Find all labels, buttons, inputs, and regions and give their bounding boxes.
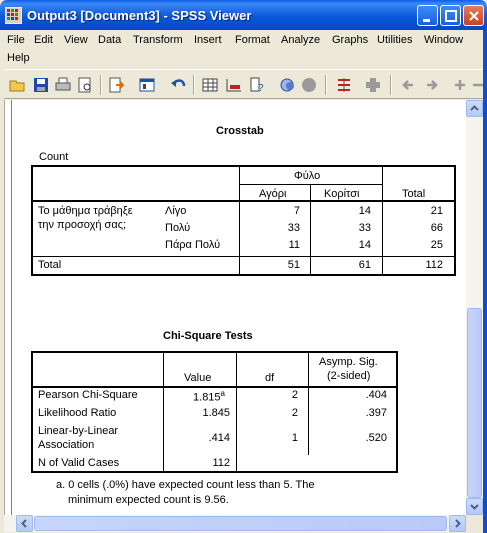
save-icon[interactable]	[32, 76, 50, 94]
col-header: (2-sided)	[327, 370, 371, 382]
menu-edit[interactable]: Edit	[34, 34, 53, 46]
scroll-left-button[interactable]	[16, 515, 33, 532]
row-category-label: Πάρα Πολύ	[165, 239, 221, 251]
table-rule	[33, 256, 455, 257]
table-cell: .404	[365, 389, 387, 401]
close-button[interactable]	[463, 5, 484, 26]
table-border	[31, 351, 33, 473]
table-rule	[239, 166, 240, 275]
table-cell: 2	[291, 407, 298, 419]
row-category-label: Λίγο	[165, 205, 187, 217]
spss-app-icon	[5, 7, 22, 24]
toolbar-separator	[193, 75, 195, 95]
table-cell: 25	[430, 239, 443, 251]
table-border	[31, 351, 398, 353]
scroll-right-button[interactable]	[449, 515, 466, 532]
open-folder-icon[interactable]	[9, 76, 27, 94]
toolbar-separator	[100, 75, 102, 95]
toolbar	[0, 69, 487, 99]
svg-text:?: ?	[258, 83, 264, 94]
maximize-button[interactable]	[440, 5, 461, 26]
table-cell: 21	[430, 205, 443, 217]
table-cell: 51	[287, 259, 300, 271]
table-cell: 112	[212, 457, 230, 469]
table-rule	[382, 166, 383, 201]
table-cell: 7	[293, 205, 300, 217]
row-label: N of Valid Cases	[38, 457, 120, 469]
table-cell: 1.845	[202, 407, 230, 419]
table-cell: .397	[365, 407, 387, 419]
row-label: Linear-by-Linear	[38, 425, 119, 437]
table-cell: 33	[358, 222, 371, 234]
arrow-right-icon[interactable]	[423, 76, 441, 94]
menu-format[interactable]: Format	[235, 34, 270, 46]
table-rule	[310, 184, 311, 275]
table-border	[31, 471, 398, 473]
vertical-scrollbar[interactable]	[466, 100, 483, 515]
row-label: Pearson Chi-Square	[38, 389, 138, 401]
row-label: Association	[38, 439, 95, 451]
table-cell: 112	[425, 259, 443, 271]
chevron-down-icon	[467, 499, 482, 514]
menu-file[interactable]: File	[7, 34, 25, 46]
table-rule	[382, 201, 383, 275]
menu-analyze[interactable]: Analyze	[281, 34, 321, 46]
designate-window-icon[interactable]	[335, 76, 353, 94]
table-rule	[236, 352, 237, 472]
chevron-left-icon	[17, 516, 32, 531]
print-preview-icon[interactable]	[76, 76, 94, 94]
scrollbar-corner	[466, 515, 483, 532]
menu-bar	[0, 30, 487, 68]
chevron-right-icon	[450, 516, 465, 531]
menu-transform[interactable]: Transform	[133, 34, 183, 46]
table-cell: 1.815$^a$	[193, 389, 225, 404]
col-header: Asymp. Sig.	[319, 356, 378, 368]
row-variable-label: Το μάθημα τράβηξε	[38, 205, 133, 217]
table-cell: 14	[358, 205, 371, 217]
col-header: Value	[184, 372, 212, 384]
menu-data[interactable]: Data	[98, 34, 122, 46]
window-title: Output3 [Document3] - SPSS Viewer	[27, 8, 252, 23]
table-cell: 2	[291, 389, 298, 401]
variables-icon[interactable]	[248, 76, 266, 94]
table-rule	[308, 352, 309, 455]
table-rule	[163, 352, 164, 472]
table-cell: 66	[430, 222, 443, 234]
export-icon[interactable]	[107, 76, 125, 94]
toolbar-separator	[325, 75, 327, 95]
window-frame-right	[483, 30, 487, 533]
undo-icon[interactable]	[170, 76, 188, 94]
table-cell: 61	[358, 259, 371, 271]
plus-icon[interactable]	[451, 76, 469, 94]
row-variable-label: την προσοχή σας;	[38, 219, 127, 231]
table-rule	[31, 200, 456, 202]
table-cell: 14	[358, 239, 371, 251]
title-bar[interactable]	[0, 0, 487, 30]
chi-square-title: Chi-Square Tests	[163, 330, 253, 342]
row-label: Likelihood Ratio	[38, 407, 117, 419]
scroll-down-button[interactable]	[466, 498, 483, 515]
table-rule	[239, 184, 382, 185]
arrow-left-icon[interactable]	[400, 76, 418, 94]
col-header: Total	[402, 188, 426, 200]
dialog-recall-icon[interactable]	[138, 76, 156, 94]
menu-utilities[interactable]: Utilities	[377, 34, 413, 46]
print-icon[interactable]	[54, 76, 72, 94]
crosstab-title: Crosstab	[216, 125, 264, 137]
col-group-header: Φύλο	[294, 170, 321, 182]
table-border	[31, 274, 456, 276]
row-total-label: Total	[38, 259, 62, 271]
add-disabled-icon[interactable]	[364, 76, 382, 94]
table-border	[31, 165, 33, 276]
table-cell: 1	[291, 432, 298, 444]
table-border	[396, 351, 398, 473]
table-border	[454, 165, 456, 276]
row-category-label: Πολύ	[165, 222, 191, 234]
chevron-up-icon	[467, 101, 482, 116]
table-cell: .414	[208, 432, 230, 444]
footnote: minimum expected count is 9.56.	[68, 494, 229, 506]
table-cell: 11	[288, 239, 300, 251]
goto-case-icon[interactable]	[225, 76, 243, 94]
menu-window[interactable]: Window	[424, 34, 464, 46]
table-cell: 33	[287, 222, 300, 234]
scroll-up-button[interactable]	[466, 100, 483, 117]
menu-view[interactable]: View	[64, 34, 88, 46]
sphere-icon[interactable]	[300, 76, 318, 94]
menu-insert[interactable]: Insert	[194, 34, 222, 46]
crosstab-statistic-label: Count	[39, 151, 69, 163]
toolbar-separator	[390, 75, 392, 95]
table-rule	[31, 386, 398, 388]
table-cell: .520	[365, 432, 387, 444]
horizontal-scroll-thumb[interactable]	[34, 516, 447, 531]
chart-toggle-icon[interactable]	[279, 76, 297, 94]
vertical-scroll-thumb[interactable]	[467, 308, 482, 498]
horizontal-scrollbar[interactable]	[4, 515, 466, 532]
col-header: Κορίτσι	[324, 188, 360, 200]
footnote-marker: a	[220, 389, 225, 398]
goto-data-icon[interactable]	[201, 76, 219, 94]
minimize-button[interactable]	[417, 5, 438, 26]
menu-graphs[interactable]: Graphs	[332, 34, 369, 46]
footnote: a. 0 cells (.0%) have expected count less than 5. The	[56, 479, 315, 491]
col-header: Αγόρι	[259, 188, 287, 200]
outline-pane-edge	[11, 100, 12, 515]
table-border	[31, 165, 456, 167]
menu-help[interactable]: Help	[7, 52, 30, 64]
col-header: df	[265, 372, 275, 384]
